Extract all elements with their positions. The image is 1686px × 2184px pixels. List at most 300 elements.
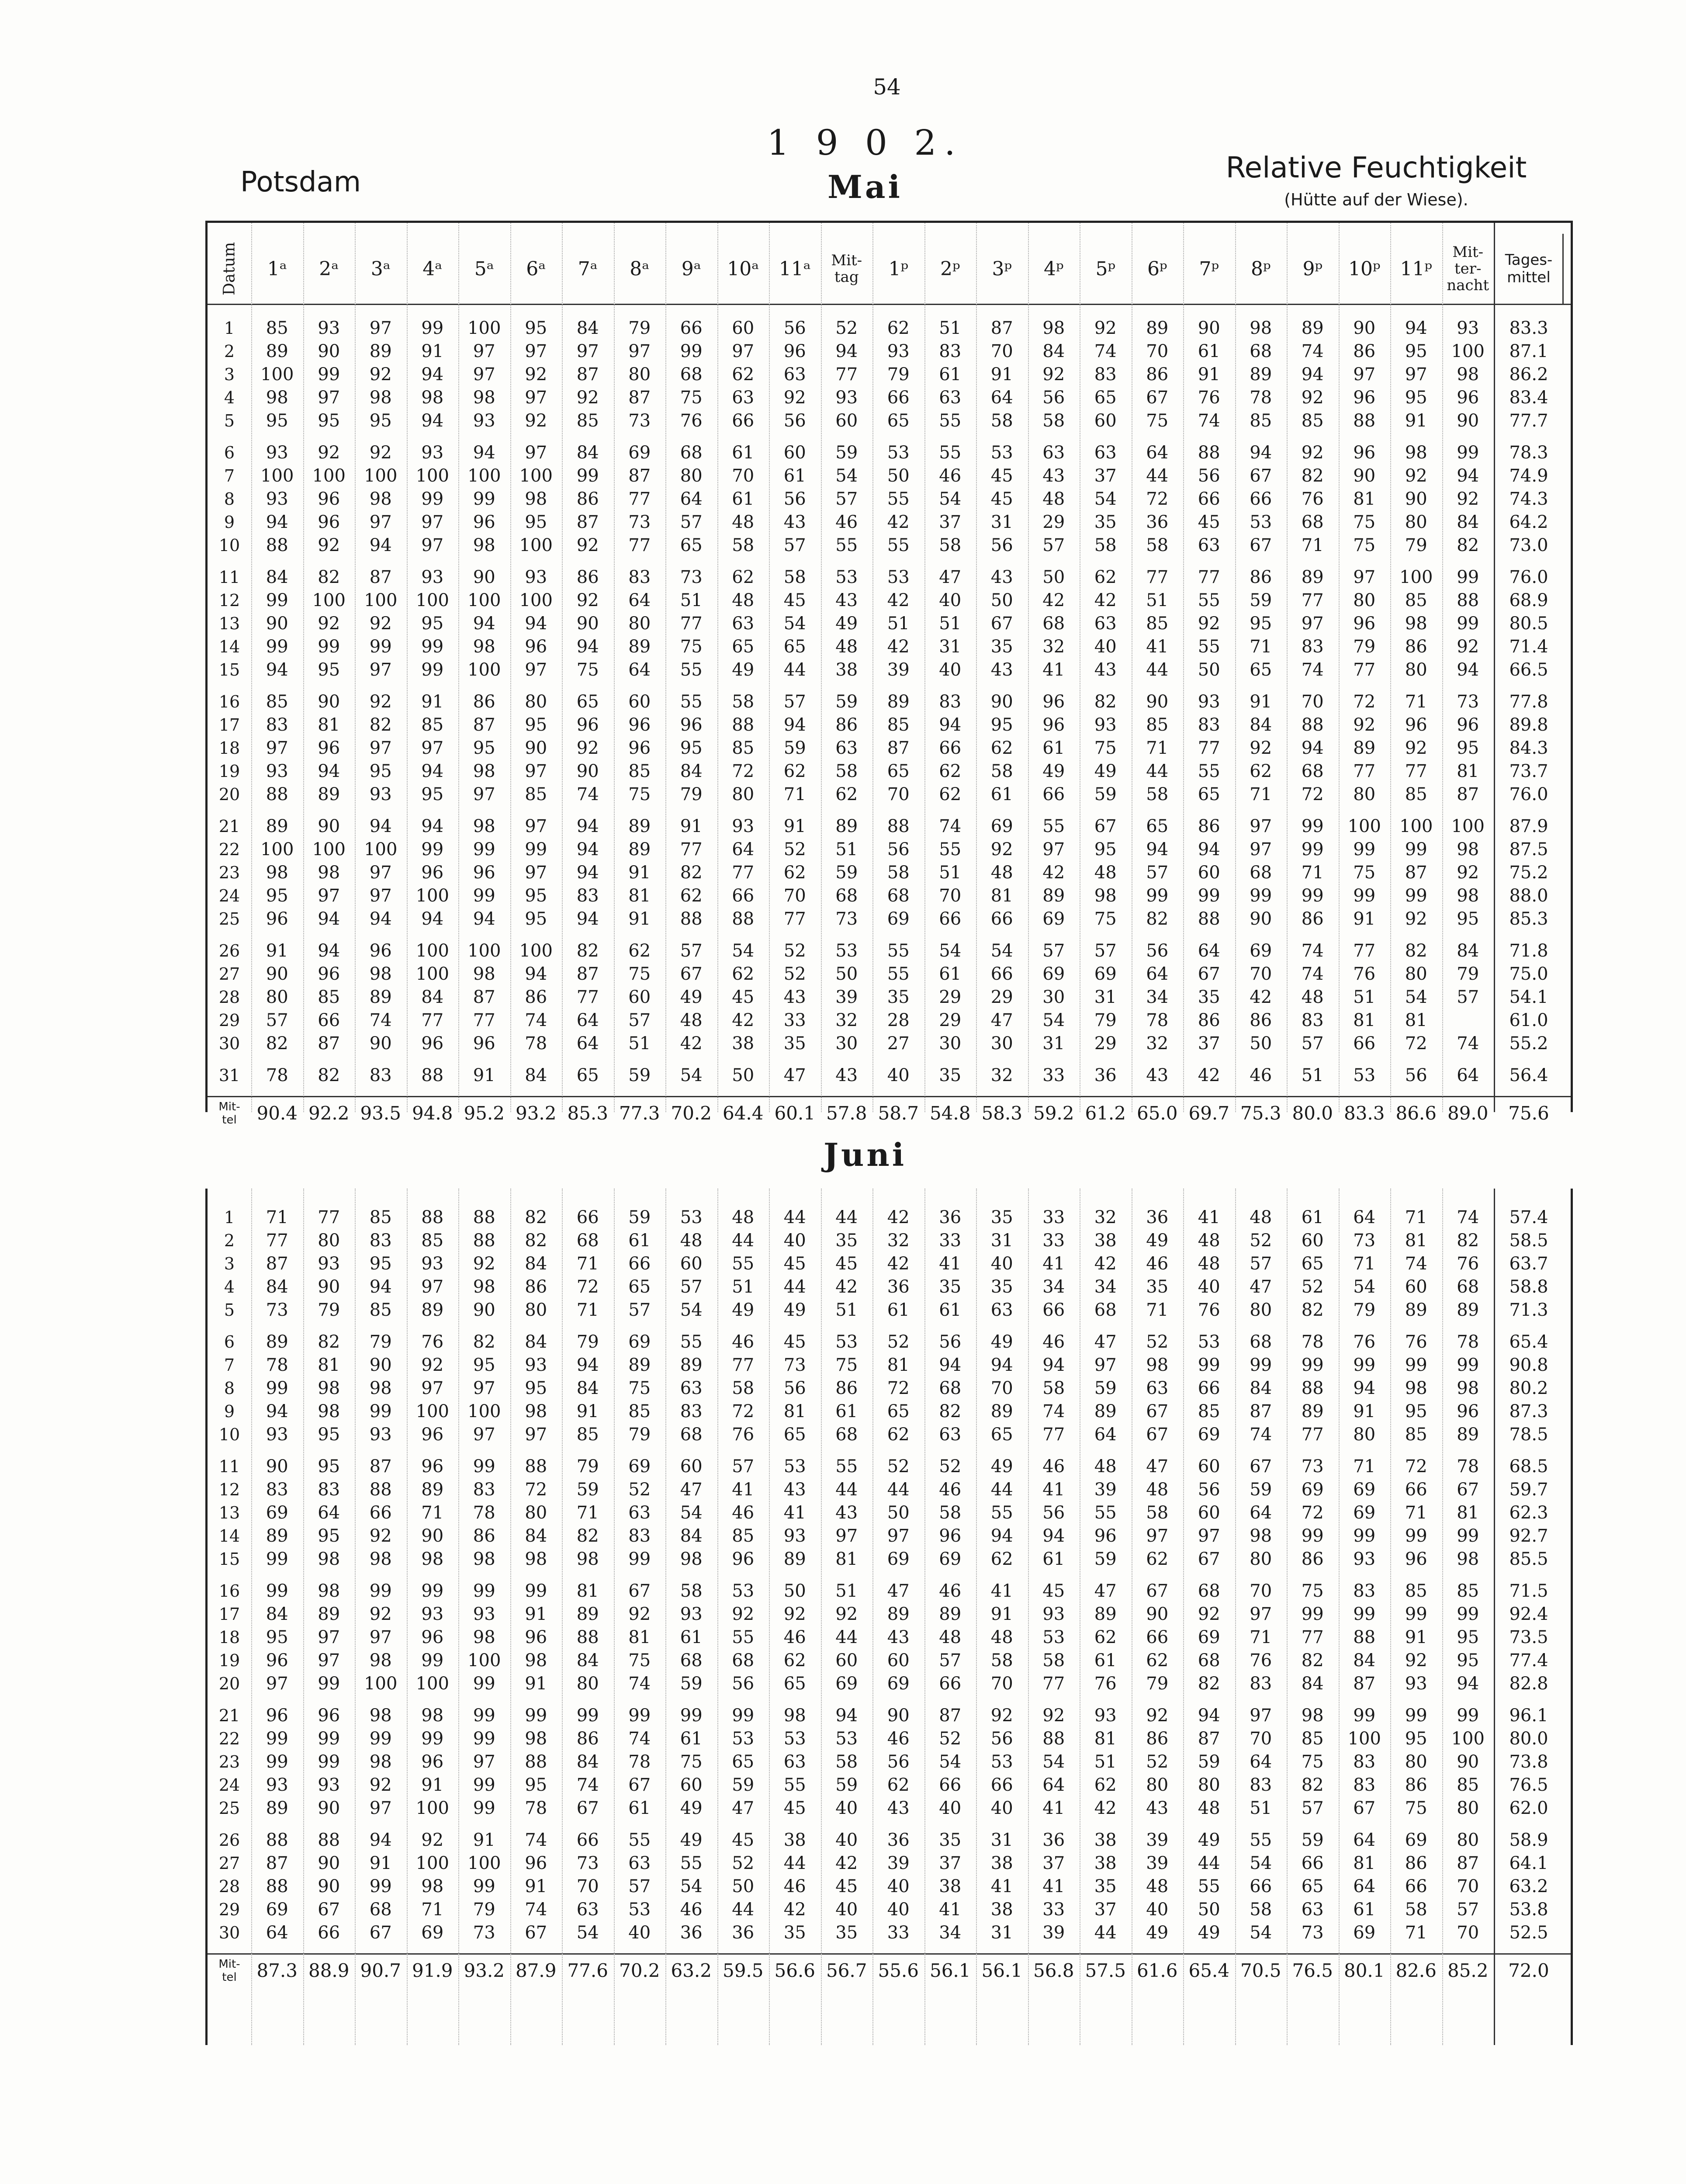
- humidity-value: 80: [1405, 512, 1427, 532]
- daily-mean-value: 96.1: [1509, 1706, 1548, 1726]
- humidity-value: 100: [1347, 1729, 1381, 1749]
- humidity-value: 99: [1353, 1706, 1376, 1726]
- humidity-value: 99: [1301, 816, 1324, 836]
- humidity-value: 65: [887, 1401, 910, 1421]
- daily-mean-value: 57.4: [1509, 1207, 1548, 1227]
- column-rule: [458, 223, 459, 1112]
- humidity-value: 62: [732, 964, 755, 984]
- table-row: [208, 1727, 1571, 1751]
- humidity-value: 91: [1405, 1627, 1427, 1647]
- mean-row-label: Mit- tel: [218, 1100, 240, 1127]
- humidity-value: 65: [1301, 1254, 1324, 1274]
- humidity-value: 58: [732, 692, 755, 712]
- header-hour: Mit- tag: [831, 252, 862, 286]
- humidity-value: 30: [1042, 987, 1065, 1007]
- humidity-value: 43: [835, 590, 858, 610]
- humidity-value: 96: [421, 1627, 444, 1647]
- humidity-value: 88: [421, 1207, 444, 1227]
- humidity-value: 100: [312, 839, 346, 860]
- humidity-value: 85: [1457, 1775, 1479, 1795]
- humidity-value: 57: [783, 692, 806, 712]
- day-number: 23: [218, 863, 240, 882]
- humidity-value: 94: [421, 411, 444, 431]
- humidity-value: 78: [473, 1503, 495, 1523]
- column-rule: [976, 223, 977, 1112]
- column-rule: [1339, 223, 1340, 1112]
- humidity-value: 98: [421, 388, 444, 408]
- humidity-value: 90: [421, 1526, 444, 1546]
- humidity-value: 31: [990, 512, 1013, 532]
- table-row: [208, 1377, 1571, 1400]
- humidity-value: 87: [939, 1706, 962, 1726]
- humidity-value: 55: [628, 1830, 651, 1850]
- humidity-value: 60: [1198, 1503, 1220, 1523]
- humidity-value: 66: [318, 1923, 340, 1943]
- humidity-value: 54: [680, 1503, 703, 1523]
- humidity-value: 64: [318, 1503, 340, 1523]
- table-row: [208, 659, 1571, 682]
- daily-mean-value: 53.8: [1509, 1900, 1548, 1920]
- humidity-value: 42: [887, 590, 910, 610]
- humidity-value: 94: [1457, 466, 1479, 486]
- humidity-value: 97: [525, 341, 547, 361]
- daily-mean-value: 80.5: [1509, 614, 1548, 634]
- humidity-value: 58: [1250, 1900, 1272, 1920]
- humidity-value: 42: [835, 1277, 858, 1297]
- humidity-value: 60: [680, 1254, 703, 1274]
- table-row: [208, 1455, 1571, 1478]
- daily-mean-value: 64.1: [1509, 1853, 1548, 1873]
- humidity-value: 71: [266, 1207, 288, 1227]
- humidity-value: 97: [1250, 839, 1272, 860]
- humidity-value: 56: [1042, 388, 1065, 408]
- humidity-value: 39: [1094, 1480, 1117, 1500]
- humidity-value: 93: [369, 784, 392, 804]
- humidity-value: 97: [1301, 614, 1324, 634]
- humidity-value: 98: [1042, 318, 1065, 338]
- humidity-value: 57: [680, 941, 703, 961]
- humidity-value: 98: [1146, 1355, 1169, 1375]
- humidity-value: 89: [628, 839, 651, 860]
- humidity-value: 67: [1250, 466, 1272, 486]
- table-row: [208, 1898, 1571, 1921]
- humidity-value: 93: [1094, 1706, 1117, 1726]
- table-row: [208, 1400, 1571, 1423]
- header-hour: 3ᵃ: [370, 257, 391, 280]
- table-row: [208, 1331, 1571, 1354]
- hourly-mean-value: 95.2: [464, 1102, 505, 1124]
- humidity-value: 52: [1146, 1752, 1169, 1772]
- humidity-value: 77: [266, 1231, 288, 1251]
- humidity-value: 84: [1457, 941, 1479, 961]
- table-row: [208, 1032, 1571, 1055]
- humidity-value: 52: [1250, 1231, 1272, 1251]
- humidity-value: 91: [628, 909, 651, 929]
- humidity-value: 97: [1094, 1355, 1117, 1375]
- humidity-value: 48: [939, 1627, 962, 1647]
- humidity-value: 92: [369, 1526, 392, 1546]
- humidity-value: 89: [576, 1604, 599, 1624]
- humidity-value: 53: [783, 1456, 806, 1477]
- humidity-value: 93: [266, 1425, 288, 1445]
- row-group: [208, 1704, 1571, 1820]
- humidity-value: 71: [1146, 1300, 1169, 1320]
- humidity-value: 70: [887, 784, 910, 804]
- humidity-value: 100: [467, 318, 501, 338]
- humidity-value: 44: [783, 660, 806, 680]
- humidity-value: 88: [576, 1627, 599, 1647]
- humidity-value: 71: [1250, 1627, 1272, 1647]
- humidity-value: 68: [680, 364, 703, 385]
- humidity-value: 95: [318, 411, 340, 431]
- hourly-mean-value: 77.6: [567, 1960, 608, 1981]
- humidity-value: 59: [1094, 1549, 1117, 1569]
- humidity-value: 98: [369, 964, 392, 984]
- humidity-value: 99: [318, 1752, 340, 1772]
- humidity-value: 66: [1353, 1033, 1376, 1054]
- daily-mean-value: 59.7: [1509, 1480, 1548, 1500]
- table-row: [208, 1299, 1571, 1322]
- humidity-value: 74: [1094, 341, 1117, 361]
- column-rule: [1339, 1189, 1340, 2045]
- humidity-value: 58: [1042, 1650, 1065, 1671]
- daily-mean-value: 68.5: [1509, 1456, 1548, 1477]
- daily-mean-value: 77.4: [1509, 1650, 1548, 1671]
- humidity-value: 93: [266, 443, 288, 463]
- humidity-value: 73: [680, 567, 703, 587]
- humidity-value: 98: [369, 388, 392, 408]
- humidity-value: 90: [266, 964, 288, 984]
- humidity-value: 55: [680, 692, 703, 712]
- humidity-value: 60: [1094, 411, 1117, 431]
- humidity-value: 74: [1198, 411, 1220, 431]
- humidity-value: 88: [1198, 443, 1220, 463]
- humidity-value: 94: [369, 816, 392, 836]
- humidity-value: 67: [1353, 1798, 1376, 1818]
- humidity-value: 96: [1457, 715, 1479, 735]
- humidity-value: 95: [525, 512, 547, 532]
- humidity-value: 65: [1094, 388, 1117, 408]
- humidity-value: 29: [1042, 512, 1065, 532]
- humidity-value: 99: [421, 318, 444, 338]
- header-hour: 2ᵃ: [319, 257, 339, 280]
- humidity-value: 99: [473, 1775, 495, 1795]
- humidity-value: 79: [576, 1332, 599, 1352]
- humidity-value: 68: [369, 1900, 392, 1920]
- humidity-value: 39: [887, 1853, 910, 1873]
- humidity-value: 47: [990, 1010, 1013, 1030]
- day-number: 9: [224, 1402, 235, 1421]
- humidity-value: 94: [1301, 738, 1324, 758]
- humidity-value: 93: [421, 1604, 444, 1624]
- humidity-value: 97: [318, 1627, 340, 1647]
- humidity-value: 95: [369, 1254, 392, 1274]
- hourly-mean-value: 93.2: [515, 1102, 557, 1124]
- humidity-value: 98: [473, 816, 495, 836]
- humidity-value: 67: [525, 1923, 547, 1943]
- humidity-value: 98: [369, 1650, 392, 1671]
- column-rule: [821, 223, 822, 1112]
- humidity-value: 99: [421, 1581, 444, 1601]
- humidity-value: 34: [1094, 1277, 1117, 1297]
- humidity-value: 49: [1198, 1830, 1220, 1850]
- humidity-value: 70: [1146, 341, 1169, 361]
- humidity-value: 87: [473, 987, 495, 1007]
- humidity-value: 48: [1094, 863, 1117, 883]
- humidity-value: 80: [1405, 1752, 1427, 1772]
- humidity-value: 43: [1146, 1065, 1169, 1085]
- humidity-value: 83: [1353, 1581, 1376, 1601]
- humidity-value: 56: [783, 1378, 806, 1398]
- humidity-value: 83: [1353, 1752, 1376, 1772]
- humidity-value: 49: [990, 1332, 1013, 1352]
- humidity-value: 98: [369, 1378, 392, 1398]
- column-rule: [924, 223, 925, 1112]
- humidity-value: 93: [266, 761, 288, 781]
- humidity-value: 94: [266, 512, 288, 532]
- humidity-value: 96: [628, 738, 651, 758]
- humidity-value: 88: [266, 1876, 288, 1896]
- humidity-value: 63: [835, 738, 858, 758]
- humidity-value: 45: [835, 1254, 858, 1274]
- humidity-value: 92: [1198, 614, 1220, 634]
- humidity-value: 40: [939, 660, 962, 680]
- humidity-value: 66: [939, 738, 962, 758]
- humidity-value: 81: [628, 886, 651, 906]
- humidity-value: 94: [939, 1355, 962, 1375]
- daily-mean-value: 64.2: [1509, 512, 1548, 532]
- humidity-value: 74: [939, 816, 962, 836]
- humidity-value: 79: [369, 1332, 392, 1352]
- table-row: [208, 737, 1571, 760]
- table-row: [208, 714, 1571, 737]
- column-rule: [407, 1189, 408, 2045]
- column-rule: [769, 223, 770, 1112]
- column-rule: [872, 223, 873, 1112]
- humidity-value: 82: [473, 1332, 495, 1352]
- humidity-value: 94: [473, 909, 495, 929]
- row-group: [208, 1829, 1571, 1945]
- humidity-value: 63: [732, 614, 755, 634]
- humidity-value: 100: [364, 839, 398, 860]
- humidity-value: 41: [1042, 1480, 1065, 1500]
- humidity-value: 35: [835, 1923, 858, 1943]
- humidity-value: 64: [628, 660, 651, 680]
- humidity-value: 41: [1198, 1207, 1220, 1227]
- header-hour: 1ᵖ: [888, 257, 909, 280]
- humidity-value: 93: [887, 341, 910, 361]
- humidity-value: 92: [1405, 1650, 1427, 1671]
- humidity-value: 88: [1301, 715, 1324, 735]
- day-number: 28: [218, 1877, 240, 1896]
- humidity-value: 61: [939, 964, 962, 984]
- humidity-value: 66: [1198, 489, 1220, 509]
- humidity-value: 84: [1250, 1378, 1272, 1398]
- daily-mean-value: 52.5: [1509, 1923, 1548, 1943]
- humidity-value: 58: [990, 1650, 1013, 1671]
- humidity-value: 54: [680, 1876, 703, 1896]
- humidity-value: 75: [680, 1752, 703, 1772]
- humidity-value: 60: [1301, 1231, 1324, 1251]
- humidity-value: 85: [369, 1300, 392, 1320]
- humidity-value: 95: [318, 1425, 340, 1445]
- humidity-value: 54: [1250, 1853, 1272, 1873]
- hourly-mean-value: 94.8: [412, 1102, 453, 1124]
- table-body: [208, 317, 1571, 1131]
- daily-mean-value: 80.0: [1509, 1729, 1548, 1749]
- humidity-value: 79: [628, 1425, 651, 1445]
- table-row: [208, 1276, 1571, 1299]
- day-number: 11: [218, 1457, 240, 1476]
- humidity-value: 42: [1094, 1254, 1117, 1274]
- humidity-value: 90: [318, 692, 340, 712]
- humidity-value: 67: [1094, 816, 1117, 836]
- humidity-value: 89: [628, 816, 651, 836]
- humidity-value: 46: [732, 1503, 755, 1523]
- humidity-value: 56: [939, 1332, 962, 1352]
- humidity-value: 75: [628, 1650, 651, 1671]
- humidity-value: 83: [628, 567, 651, 587]
- humidity-value: 99: [369, 1581, 392, 1601]
- humidity-value: 99: [369, 637, 392, 657]
- day-number: 30: [218, 1034, 240, 1053]
- humidity-value: 55: [1198, 1876, 1220, 1896]
- humidity-value: 44: [887, 1480, 910, 1500]
- day-number: 15: [218, 660, 240, 679]
- humidity-value: 75: [628, 1378, 651, 1398]
- humidity-value: 96: [421, 1456, 444, 1477]
- humidity-value: 65: [576, 692, 599, 712]
- humidity-value: 82: [1457, 1231, 1479, 1251]
- humidity-value: 92: [1457, 863, 1479, 883]
- humidity-value: 77: [628, 535, 651, 555]
- humidity-value: 90: [1353, 318, 1376, 338]
- humidity-value: 82: [1301, 1300, 1324, 1320]
- humidity-value: 81: [887, 1355, 910, 1375]
- humidity-value: 82: [1198, 1674, 1220, 1694]
- humidity-value: 85: [421, 1231, 444, 1251]
- humidity-value: 92: [576, 535, 599, 555]
- humidity-value: 85: [1405, 1581, 1427, 1601]
- table-row: [208, 939, 1571, 963]
- humidity-value: 95: [266, 1627, 288, 1647]
- humidity-value: 58: [835, 761, 858, 781]
- humidity-value: 47: [680, 1480, 703, 1500]
- humidity-value: 29: [1094, 1033, 1117, 1054]
- humidity-value: 64: [1250, 1503, 1272, 1523]
- humidity-value: 93: [1353, 1549, 1376, 1569]
- humidity-value: 47: [1094, 1581, 1117, 1601]
- day-number: 5: [224, 411, 235, 430]
- humidity-value: 98: [1457, 1378, 1479, 1398]
- humidity-value: 54: [1353, 1277, 1376, 1297]
- humidity-value: 95: [369, 411, 392, 431]
- day-number: 31: [218, 1066, 240, 1085]
- humidity-value: 91: [266, 941, 288, 961]
- humidity-value: 38: [1094, 1830, 1117, 1850]
- humidity-value: 76: [1301, 489, 1324, 509]
- day-number: 20: [218, 785, 240, 804]
- daily-mean-value: 92.7: [1509, 1526, 1548, 1546]
- humidity-value: 62: [1146, 1650, 1169, 1671]
- humidity-value: 95: [525, 909, 547, 929]
- humidity-value: 32: [835, 1010, 858, 1030]
- hourly-mean-value: 58.7: [878, 1102, 919, 1124]
- daily-mean-value: 85.5: [1509, 1549, 1548, 1569]
- humidity-value: 83: [939, 692, 962, 712]
- humidity-value: 72: [1405, 1033, 1427, 1054]
- humidity-value: 62: [1250, 761, 1272, 781]
- hourly-mean-value: 83.3: [1343, 1102, 1385, 1124]
- humidity-value: 99: [1353, 839, 1376, 860]
- humidity-value: 67: [1250, 535, 1272, 555]
- humidity-value: 66: [1198, 1378, 1220, 1398]
- day-number: 13: [218, 1503, 240, 1522]
- humidity-value: 86: [576, 567, 599, 587]
- month-heading-june: Juni: [823, 1136, 907, 1173]
- humidity-value: 59: [1250, 1480, 1272, 1500]
- humidity-value: 51: [835, 1581, 858, 1601]
- daily-mean-value: 89.8: [1509, 715, 1548, 735]
- humidity-value: 83: [1250, 1674, 1272, 1694]
- humidity-value: 94: [1250, 443, 1272, 463]
- humidity-value: 65: [1146, 816, 1169, 836]
- humidity-value: 71: [421, 1503, 444, 1523]
- humidity-value: 93: [1457, 318, 1479, 338]
- humidity-value: 74: [525, 1010, 547, 1030]
- humidity-value: 92: [1146, 1706, 1169, 1726]
- humidity-value: 98: [680, 1549, 703, 1569]
- humidity-value: 99: [1405, 1526, 1427, 1546]
- table-row: [208, 1525, 1571, 1548]
- humidity-value: 77: [473, 1010, 495, 1030]
- humidity-value: 81: [783, 1401, 806, 1421]
- humidity-value: 61: [990, 784, 1013, 804]
- table-row: [208, 1875, 1571, 1898]
- table-row: [208, 1603, 1571, 1626]
- humidity-value: 100: [415, 886, 449, 906]
- humidity-value: 53: [887, 567, 910, 587]
- humidity-value: 38: [990, 1853, 1013, 1873]
- humidity-value: 96: [266, 1650, 288, 1671]
- humidity-value: 92: [1198, 1604, 1220, 1624]
- humidity-value: 82: [1146, 909, 1169, 929]
- humidity-value: 44: [1198, 1853, 1220, 1873]
- header-hour: 9ᵖ: [1302, 257, 1323, 280]
- humidity-value: 44: [783, 1277, 806, 1297]
- humidity-value: 96: [628, 715, 651, 735]
- humidity-value: 75: [680, 388, 703, 408]
- humidity-value: 87: [576, 364, 599, 385]
- humidity-value: 59: [628, 1065, 651, 1085]
- humidity-value: 95: [525, 886, 547, 906]
- humidity-value: 68: [1301, 761, 1324, 781]
- humidity-value: 99: [318, 364, 340, 385]
- humidity-value: 48: [1094, 1456, 1117, 1477]
- humidity-value: 35: [1094, 512, 1117, 532]
- hourly-mean-value: 88.9: [308, 1960, 350, 1981]
- humidity-value: 66: [1250, 1876, 1272, 1896]
- humidity-value: 69: [1353, 1923, 1376, 1943]
- humidity-value: 90: [318, 1876, 340, 1896]
- humidity-value: 62: [990, 738, 1013, 758]
- daily-mean-value: 73.7: [1509, 761, 1548, 781]
- humidity-value: 93: [732, 816, 755, 836]
- humidity-value: 99: [473, 1456, 495, 1477]
- humidity-value: 72: [1301, 784, 1324, 804]
- hourly-mean-value: 80.1: [1343, 1960, 1385, 1981]
- header-hour: 3ᵖ: [992, 257, 1012, 280]
